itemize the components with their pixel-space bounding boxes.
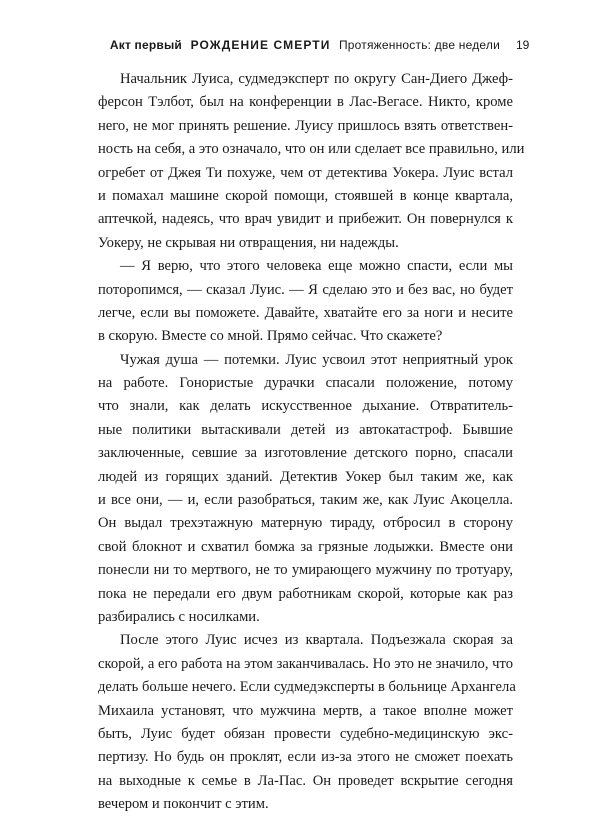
text-line: людей из горящих зданий. Детектив Уокер был таким же, как — [98, 468, 513, 485]
text-line: ные политики вытаскивали детей из автокатастроф. Бывшие — [98, 421, 513, 438]
text-line: легче, если вы поможете. Давайте, хватайте его за ноги и несите — [98, 304, 513, 321]
text-line: скорой, а его работа на этом заканчивалась. Но это не значило, что — [98, 655, 513, 672]
text-line: поторопимся, — сказал Луис. — Я сделаю это и без вас, но будет — [98, 281, 513, 298]
text-line: огребет от Джея Ти похуже, чем от детектива Уокера. Луис встал — [98, 164, 513, 181]
text-line: ферсон Тэлбот, был на конференции в Лас-Вегасе. Никто, кроме — [98, 94, 513, 111]
text-line: Михаила установят, что мужчина мертв, а такое вполне может — [98, 702, 513, 719]
text-line: свой блокнот и схватил бомжа за грязные лодыжки. Вместе они — [98, 538, 513, 555]
running-head-part-title: РОЖДЕНИЕ СМЕРТИ — [190, 38, 331, 52]
running-head-time-span: Протяженность: две недели — [338, 38, 500, 52]
text-line: делать больше нечего. Если судмедэксперты в больнице Архангела — [98, 679, 516, 696]
running-head-act: Акт первый — [109, 38, 183, 52]
text-line: аптечкой, надеясь, что врач увидит и прибежит. Он повернулся к — [98, 211, 513, 228]
paragraph — [98, 349, 513, 630]
running-head — [110, 38, 500, 52]
paragraph — [98, 255, 513, 349]
text-line: разбирались с носилками. — [98, 608, 260, 625]
text-line: него, не мог принять решение. Луису пришлось взять ответствен- — [98, 117, 513, 134]
text-line: Чужая душа — потемки. Луис усвоил этот неприятный урок — [120, 351, 513, 368]
text-line: Уокеру, не скрывая ни отвращения, ни надежды. — [98, 234, 399, 251]
text-line: пертизу. Но будь он проклят, если из-за этого не сможет поехать — [98, 749, 513, 766]
text-line: — Я верю, что этого человека еще можно спасти, если мы — [120, 258, 513, 275]
text-line: и помахал машине скорой помощи, стоявшей в конце квартала, — [98, 187, 513, 204]
text-line: заключенные, севшие за изготовление детского порно, спасали — [98, 445, 513, 462]
page-number: 19 — [516, 38, 530, 52]
text-line: понесли ни то мертвого, не то умирающего мужчину по тротуару, — [98, 562, 513, 579]
text-line: быть, Луис будет обязан провести судебно-медицинскую экс- — [98, 725, 513, 742]
text-line: Начальник Луиса, судмедэксперт по округу Сан-Диего Джеф- — [120, 71, 513, 87]
body-text — [98, 68, 525, 817]
paragraph — [98, 68, 525, 255]
text-line: на выходные к семье в Ла-Пас. Он проведет вскрытие сегодня — [98, 772, 513, 789]
text-line: и все они, — и, если разобраться, таким же, как Луис Акоцелла. — [98, 492, 513, 509]
text-line: вечером и покончит с этим. — [98, 796, 269, 813]
text-line: на работе. Гонористые дурачки спасали положение, потому — [98, 375, 513, 392]
text-line: в скорую. Вместе со мной. Прямо сейчас. Что скажете? — [98, 328, 443, 345]
text-line: Он выдал трехэтажную матерную тираду, отбросил в сторону — [98, 515, 513, 532]
text-line: После этого Луис исчез из квартала. Подъезжала скорая за — [120, 632, 513, 649]
text-line: пока не передали его двум работникам скорой, которые как раз — [98, 585, 513, 602]
text-line: что знали, как делать искусственное дыхание. Отвратитель- — [98, 398, 513, 415]
paragraph — [98, 629, 516, 816]
text-line: ность на себя, а это означало, что он или сделает все правильно, или — [98, 141, 525, 158]
